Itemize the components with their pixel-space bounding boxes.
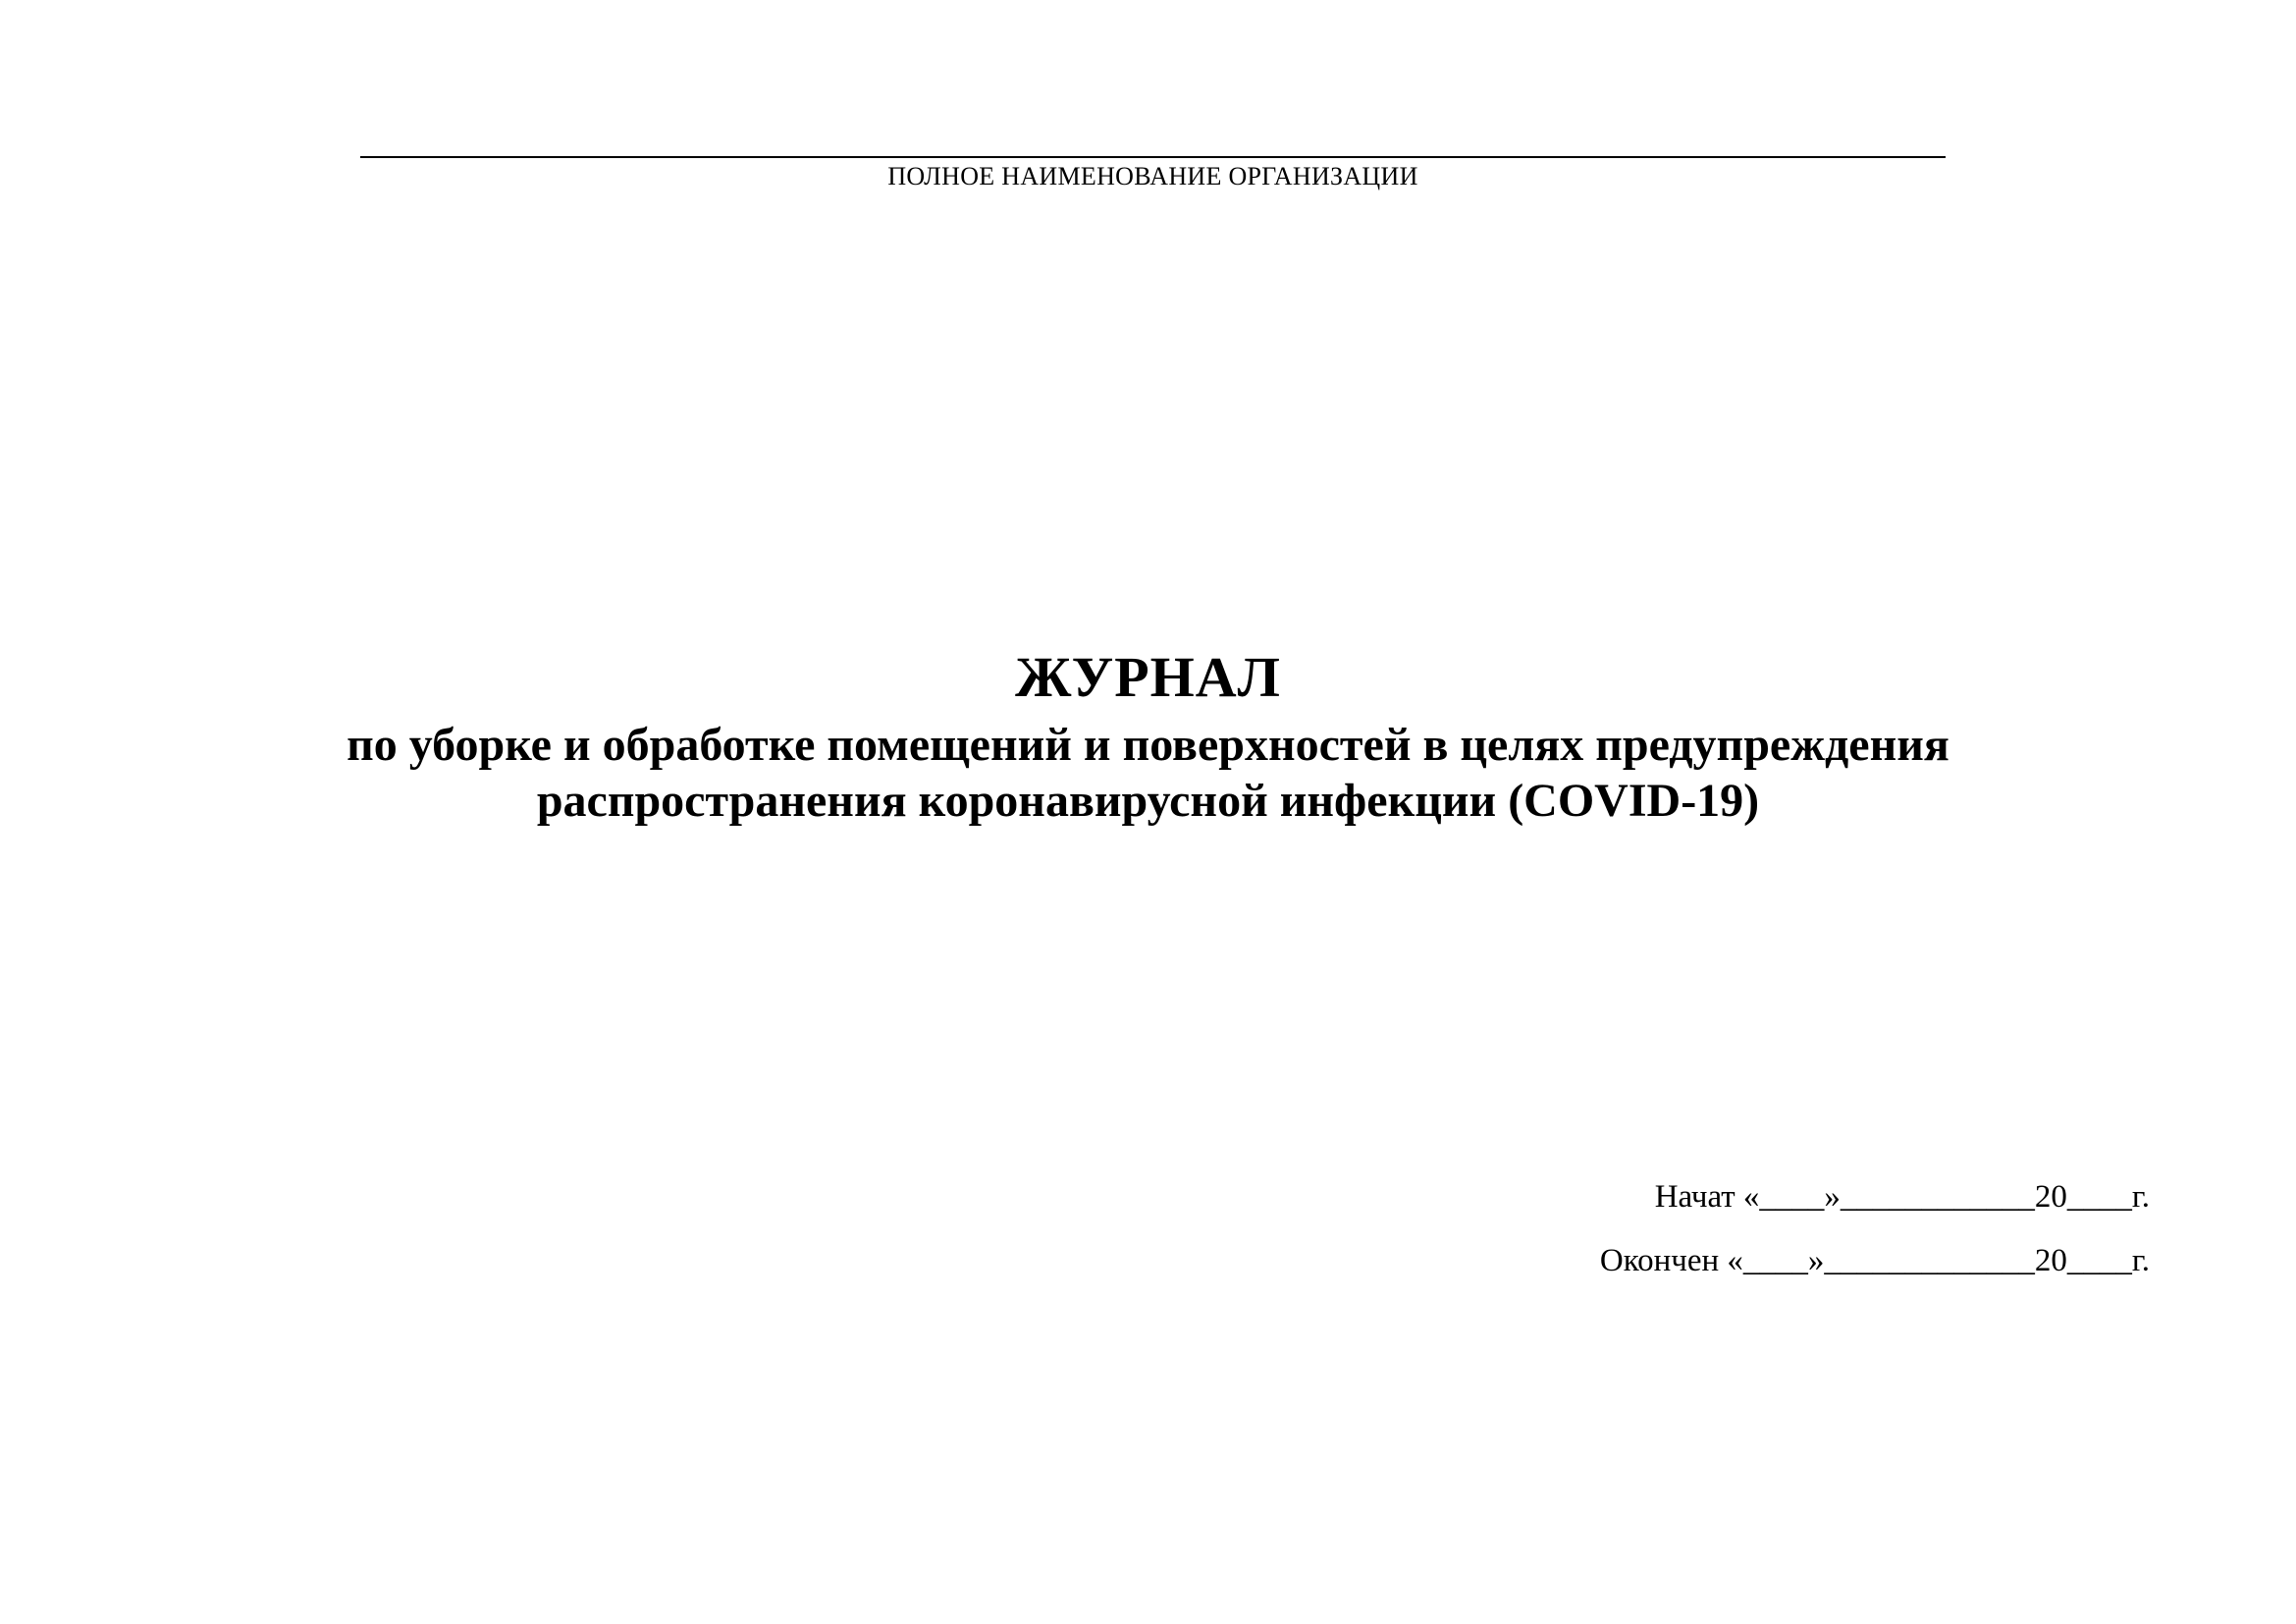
- journal-dates: [1600, 1176, 2150, 1281]
- journal-title: ЖУРНАЛ: [1015, 645, 1281, 709]
- title-block: [196, 638, 2100, 829]
- journal-subtitle-line-2: распространения коронавирусной инфекции (COVID-19): [536, 775, 1760, 827]
- end-date-line: Окончен «____»_____________20____г.: [1599, 1243, 2150, 1278]
- journal-subtitle-line-1: по уборке и обработке помещений и поверхностей в целях предупреждения: [347, 719, 1949, 771]
- organization-name-line: [360, 156, 1946, 158]
- start-date-line: Начат «____»____________20____г.: [1654, 1179, 2150, 1215]
- organization-name-caption: ПОЛНОЕ НАИМЕНОВАНИЕ ОРГАНИЗАЦИИ: [887, 162, 1418, 190]
